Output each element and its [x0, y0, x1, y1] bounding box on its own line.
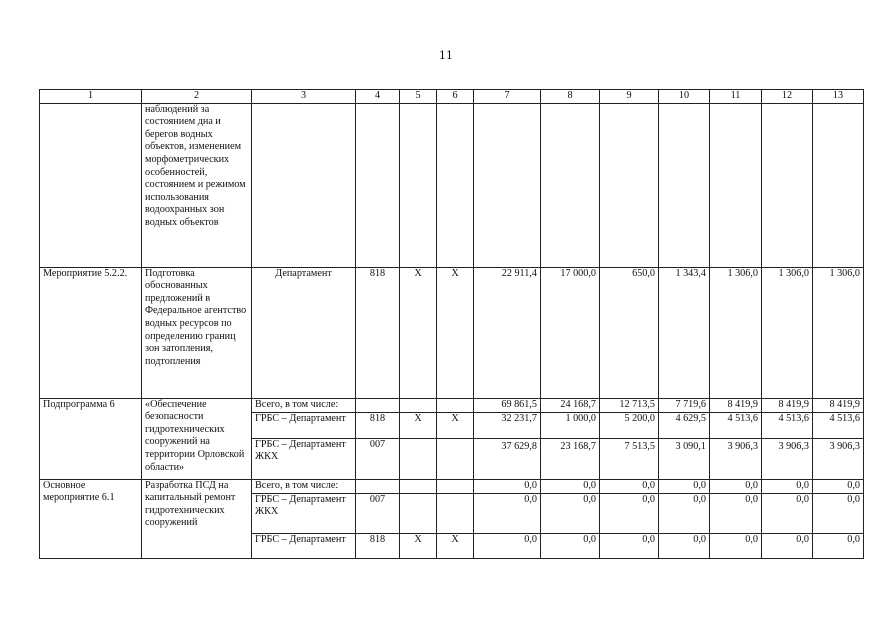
- code-cell: Х: [400, 412, 437, 438]
- value-cell: 0,0: [600, 493, 659, 533]
- value-cell: 22 911,4: [474, 267, 541, 398]
- empty-cell: [356, 103, 400, 267]
- header-cell: 5: [400, 90, 437, 104]
- value-cell: 0,0: [710, 533, 762, 558]
- empty-cell: [659, 103, 710, 267]
- name-cell: Подпрограмма 6: [40, 398, 142, 479]
- header-cell: 12: [762, 90, 813, 104]
- header-cell: 10: [659, 90, 710, 104]
- value-cell: 8 419,9: [710, 398, 762, 412]
- description-cell: Разработка ПСД на капитальный ремонт гидротехнических сооружений: [142, 479, 252, 558]
- executor-cell: ГРБС – Департамент: [252, 533, 356, 558]
- code-cell: [437, 398, 474, 412]
- value-cell: 24 168,7: [541, 398, 600, 412]
- value-cell: 3 906,3: [762, 438, 813, 479]
- value-cell: 37 629,8: [474, 438, 541, 479]
- value-cell: 1 000,0: [541, 412, 600, 438]
- table-row: [40, 479, 864, 493]
- value-cell: 12 713,5: [600, 398, 659, 412]
- value-cell: 1 343,4: [659, 267, 710, 398]
- value-cell: 0,0: [541, 493, 600, 533]
- name-cell: [40, 103, 142, 267]
- code-cell: Х: [437, 533, 474, 558]
- code-cell: [437, 493, 474, 533]
- value-cell: 3 090,1: [659, 438, 710, 479]
- value-cell: 0,0: [762, 533, 813, 558]
- value-cell: 4 513,6: [710, 412, 762, 438]
- header-cell: 1: [40, 90, 142, 104]
- executor-cell: Департамент: [252, 267, 356, 398]
- value-cell: 1 306,0: [710, 267, 762, 398]
- value-cell: 3 906,3: [813, 438, 864, 479]
- code-cell: [356, 398, 400, 412]
- value-cell: 0,0: [541, 479, 600, 493]
- value-cell: 0,0: [474, 493, 541, 533]
- value-cell: 7 719,6: [659, 398, 710, 412]
- header-cell: 4: [356, 90, 400, 104]
- executor-cell: Всего, в том числе:: [252, 479, 356, 493]
- header-cell: 8: [541, 90, 600, 104]
- value-cell: 8 419,9: [762, 398, 813, 412]
- value-cell: 4 513,6: [813, 412, 864, 438]
- value-cell: 0,0: [659, 479, 710, 493]
- value-cell: 0,0: [474, 533, 541, 558]
- description-cell: «Обеспечение безопасности гидротехнических сооружений на территории Орловской области»: [142, 398, 252, 479]
- value-cell: 17 000,0: [541, 267, 600, 398]
- value-cell: 0,0: [762, 479, 813, 493]
- table-row: [40, 398, 864, 412]
- code-cell: [356, 479, 400, 493]
- value-cell: 0,0: [659, 533, 710, 558]
- value-cell: 23 168,7: [541, 438, 600, 479]
- code-cell: [437, 438, 474, 479]
- value-cell: 3 906,3: [710, 438, 762, 479]
- executor-cell: ГРБС – Департамент ЖКХ: [252, 493, 356, 533]
- code-cell: 007: [356, 493, 400, 533]
- header-cell: 13: [813, 90, 864, 104]
- code-cell: 818: [356, 412, 400, 438]
- value-cell: 1 306,0: [813, 267, 864, 398]
- name-cell: Основное мероприятие 6.1: [40, 479, 142, 558]
- header-cell: 3: [252, 90, 356, 104]
- empty-cell: [600, 103, 659, 267]
- code-cell: [400, 493, 437, 533]
- value-cell: 0,0: [813, 493, 864, 533]
- executor-cell: [252, 103, 356, 267]
- header-cell: 6: [437, 90, 474, 104]
- code-cell: Х: [437, 412, 474, 438]
- value-cell: 0,0: [710, 479, 762, 493]
- code-cell: [437, 479, 474, 493]
- value-cell: 5 200,0: [600, 412, 659, 438]
- empty-cell: [762, 103, 813, 267]
- code-cell: Х: [400, 533, 437, 558]
- code-cell: [400, 479, 437, 493]
- description-cell: наблюдений за состоянием дна и берегов водных объектов, изменением морфометрических особенностей, состоянием и режимом использования водоохранных зон водных объектов: [142, 103, 252, 267]
- executor-cell: Всего, в том числе:: [252, 398, 356, 412]
- code-cell: 818: [356, 267, 400, 398]
- header-cell: 7: [474, 90, 541, 104]
- empty-cell: [710, 103, 762, 267]
- value-cell: 0,0: [600, 533, 659, 558]
- value-cell: 69 861,5: [474, 398, 541, 412]
- value-cell: 0,0: [813, 533, 864, 558]
- empty-cell: [541, 103, 600, 267]
- header-cell: 9: [600, 90, 659, 104]
- value-cell: 0,0: [813, 479, 864, 493]
- value-cell: 0,0: [541, 533, 600, 558]
- name-cell: Мероприятие 5.2.2.: [40, 267, 142, 398]
- header-row: [40, 90, 864, 104]
- value-cell: 650,0: [600, 267, 659, 398]
- header-cell: 2: [142, 90, 252, 104]
- page-number: 11: [439, 49, 453, 62]
- code-cell: Х: [437, 267, 474, 398]
- executor-cell: ГРБС – Департамент ЖКХ: [252, 438, 356, 479]
- value-cell: 7 513,5: [600, 438, 659, 479]
- value-cell: 0,0: [600, 479, 659, 493]
- table-row: [40, 103, 864, 267]
- description-cell: Подготовка обоснованных предложений в Федеральное агентство водных ресурсов по определению границ зон затопления, подтопления: [142, 267, 252, 398]
- value-cell: 4 513,6: [762, 412, 813, 438]
- code-cell: Х: [400, 267, 437, 398]
- value-cell: 0,0: [474, 479, 541, 493]
- value-cell: 0,0: [659, 493, 710, 533]
- value-cell: 1 306,0: [762, 267, 813, 398]
- code-cell: 007: [356, 438, 400, 479]
- code-cell: [400, 438, 437, 479]
- header-cell: 11: [710, 90, 762, 104]
- value-cell: 4 629,5: [659, 412, 710, 438]
- code-cell: 818: [356, 533, 400, 558]
- empty-cell: [474, 103, 541, 267]
- executor-cell: ГРБС – Департамент: [252, 412, 356, 438]
- budget-table: [39, 89, 864, 559]
- value-cell: 0,0: [710, 493, 762, 533]
- value-cell: 8 419,9: [813, 398, 864, 412]
- empty-cell: [400, 103, 437, 267]
- code-cell: [400, 398, 437, 412]
- empty-cell: [437, 103, 474, 267]
- value-cell: 0,0: [762, 493, 813, 533]
- value-cell: 32 231,7: [474, 412, 541, 438]
- empty-cell: [813, 103, 864, 267]
- table-row: [40, 267, 864, 398]
